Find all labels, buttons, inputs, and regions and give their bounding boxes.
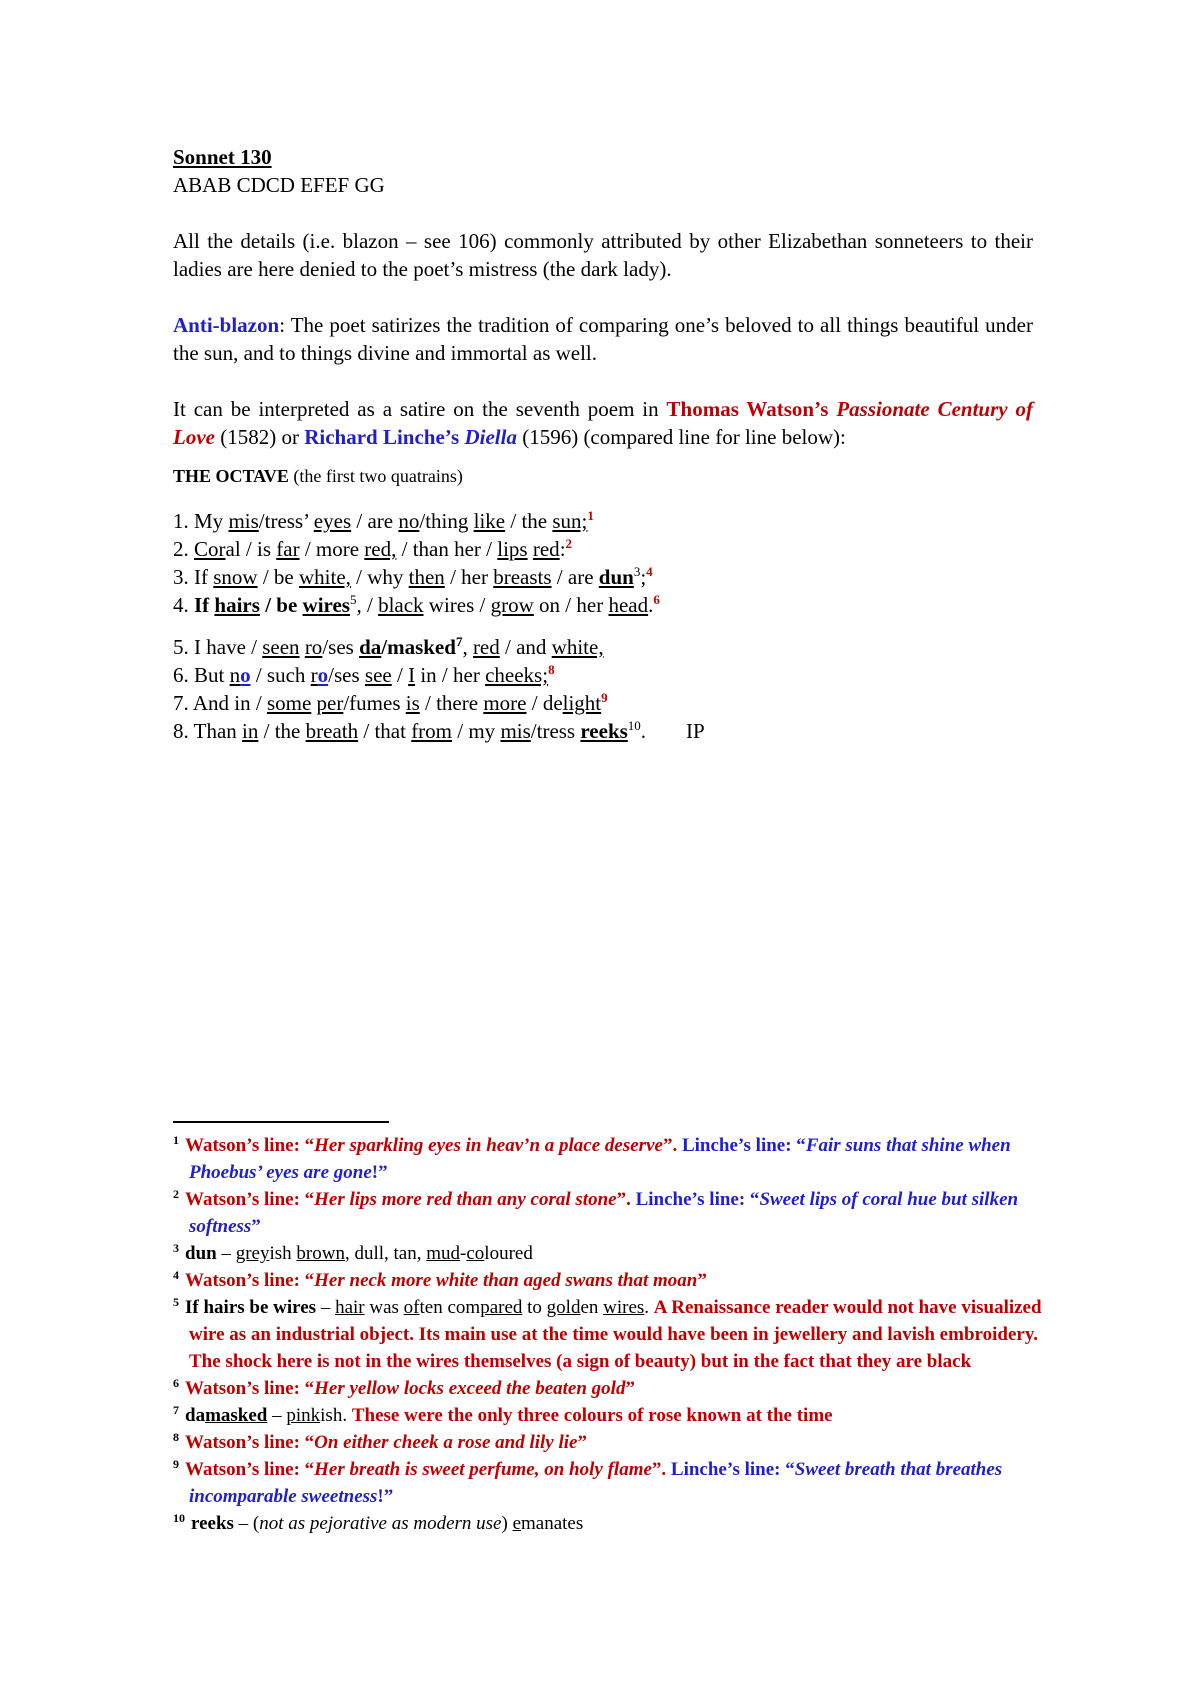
octave-subtitle: (the first two quatrains)	[288, 466, 463, 486]
text-span: breasts	[493, 565, 552, 589]
satire-text: (1582) or	[214, 425, 305, 449]
text-span: Watson’s line: “	[185, 1432, 315, 1453]
anti-blazon-term: Anti-blazon	[173, 313, 280, 337]
text-span: Her breath is sweet perfume, on holy flame	[314, 1459, 652, 1480]
text-span: 4	[173, 1267, 179, 1282]
text-span: pink	[286, 1405, 321, 1426]
initials: IP	[686, 719, 705, 743]
text-span: al / is	[225, 537, 277, 561]
text-span: / that	[358, 719, 412, 743]
text-span: red	[472, 635, 500, 659]
footnote	[173, 1429, 1043, 1456]
text-span: /ses	[328, 663, 365, 687]
satire-paragraph	[173, 395, 1033, 451]
text-span: lips	[497, 537, 528, 561]
text-span: I	[408, 663, 416, 687]
octave-title: THE OCTAVE	[173, 466, 289, 486]
text-span: 3. If	[173, 565, 214, 589]
text-span: Her neck more white than aged swans that moan	[314, 1270, 698, 1291]
text-span: r	[310, 663, 318, 687]
text-span: , dull, tan,	[344, 1243, 427, 1264]
watson-work: Passionate Century of Love	[173, 397, 1033, 449]
text-span: da	[359, 635, 382, 659]
footnote-ref: 10	[627, 718, 641, 733]
text-span: o	[317, 663, 329, 687]
footnote-ref: 5	[349, 592, 357, 607]
footnote-separator	[173, 1121, 389, 1123]
text-span: Sweet breath that breathes incomparable sweetness	[189, 1459, 1003, 1507]
footnote	[173, 1456, 1043, 1510]
text-span: / my	[452, 719, 501, 743]
text-span: gold	[546, 1297, 581, 1318]
poem-line	[173, 507, 1033, 535]
text-span: / be	[259, 593, 303, 617]
text-span: eyes	[313, 509, 352, 533]
spacer	[173, 451, 1033, 463]
text-span: / are	[551, 565, 599, 589]
text-span: grey	[235, 1243, 270, 1264]
text-span: 2	[173, 1186, 179, 1201]
footnote-ref: 9	[601, 690, 608, 705]
footnotes	[173, 1132, 1043, 1537]
text-span: Watson’s line: “	[185, 1270, 315, 1291]
text-span: 4.	[173, 593, 194, 617]
text-span: -	[460, 1243, 467, 1264]
text-span: / why	[350, 565, 409, 589]
text-span: /tress’	[258, 509, 314, 533]
footnote-ref: 6	[653, 592, 660, 607]
text-span: en	[580, 1297, 604, 1318]
text-span: / be	[257, 565, 299, 589]
text-span: ”	[697, 1270, 707, 1291]
text-span: sun;	[552, 509, 588, 533]
text-span: reeks	[580, 719, 628, 743]
text-span: see	[364, 663, 392, 687]
text-span: loured	[484, 1243, 533, 1264]
text-span: 5	[173, 1294, 179, 1309]
text-span: 3	[173, 1240, 179, 1255]
text-span: !”	[377, 1486, 394, 1507]
text-span: –	[267, 1405, 287, 1426]
text-span: ish	[269, 1243, 297, 1264]
text-span: !”	[371, 1162, 388, 1183]
text-span: light	[562, 691, 602, 715]
text-span: snow	[213, 565, 258, 589]
text-span: / such	[250, 663, 311, 687]
text-span: reeks	[191, 1513, 234, 1534]
text-span: n	[229, 663, 241, 687]
text-span: white,	[299, 565, 351, 589]
poem-line	[173, 661, 1033, 689]
text-span: ”	[625, 1378, 635, 1399]
poem-line	[173, 591, 1033, 619]
text-span: co	[466, 1243, 485, 1264]
text-span: ish.	[320, 1405, 352, 1426]
text-span: head	[608, 593, 649, 617]
text-span: ten com	[419, 1297, 481, 1318]
text-span: 8	[173, 1429, 179, 1444]
text-span: /tress	[530, 719, 581, 743]
text-span: in / her	[415, 663, 486, 687]
text-span: 7	[173, 1402, 179, 1417]
text-span: ro	[304, 635, 323, 659]
text-span: 6	[173, 1375, 179, 1390]
text-span: grow	[490, 593, 534, 617]
watson-name: Thomas Watson’s	[666, 397, 837, 421]
text-span: pared	[480, 1297, 523, 1318]
text-span: :	[559, 537, 566, 561]
text-span: 1. My	[173, 509, 229, 533]
text-span: was	[364, 1297, 404, 1318]
text-span: /fumes	[343, 691, 406, 715]
text-span: .	[648, 593, 654, 617]
text-span: Watson’s line: “	[185, 1135, 315, 1156]
footnote	[173, 1294, 1043, 1375]
footnote-ref: 4	[646, 564, 653, 579]
text-span: hair	[335, 1297, 365, 1318]
text-span: A Renaissance reader would not have visualized wire as an industrial object. Its main use at the time would have been in jewellery and lavish embroidery. The shock here is not in the wires themselves (a sign of beauty) but in the fact that they are black	[189, 1297, 1042, 1372]
poem-line	[173, 689, 1033, 717]
footnote-ref: 2	[565, 536, 573, 551]
text-span: / and	[499, 635, 552, 659]
footnote-ref: 8	[548, 662, 555, 677]
text-span: )	[501, 1513, 513, 1534]
satire-text: It can be interpreted as a satire on the seventh poem in	[173, 397, 667, 421]
text-span: ”.	[662, 1135, 682, 1156]
page-title	[173, 143, 1033, 171]
text-span: manates	[521, 1513, 584, 1534]
text-span: Her sparkling eyes in heav’n a place deserve	[314, 1135, 663, 1156]
anti-blazon-text: : The poet satirizes the tradition of comparing one’s beloved to all things beautiful under the sun, and to things divine and immortal as well.	[173, 313, 1033, 365]
footnote-ref: 7	[455, 634, 463, 649]
text-span: Linche’s line: “	[635, 1189, 760, 1210]
text-span: dun	[598, 565, 634, 589]
text-span: wires	[603, 1297, 645, 1318]
text-span: 2.	[173, 537, 194, 561]
text-span: wires /	[423, 593, 491, 617]
text-span: in	[242, 719, 259, 743]
text-span: Linche’s line: “	[670, 1459, 795, 1480]
rhyme-scheme: ABAB CDCD EFEF GG	[173, 173, 385, 197]
text-span: / her	[444, 565, 494, 589]
text-span: some	[266, 691, 312, 715]
footnote-ref: 3	[633, 564, 641, 579]
text-span: mis	[500, 719, 531, 743]
text-span: Sweet lips of coral hue but silken softness	[189, 1189, 1019, 1237]
text-span: / more	[299, 537, 365, 561]
text-span: , /	[356, 593, 379, 617]
footnote	[173, 1402, 1043, 1429]
text-span: da	[185, 1405, 206, 1426]
text-span: .	[644, 1297, 654, 1318]
text-span: like	[473, 509, 506, 533]
text-span: ”.	[651, 1459, 671, 1480]
text-span: If hairs be wires	[185, 1297, 317, 1318]
spacer	[173, 199, 1033, 227]
footnote	[173, 1375, 1043, 1402]
text-span: Her lips more red than any coral stone	[314, 1189, 617, 1210]
text-span: / there	[419, 691, 484, 715]
text-span: red	[532, 537, 560, 561]
text-span: Linche’s line: “	[681, 1135, 806, 1156]
spacer	[173, 367, 1033, 395]
text-span: ;	[640, 565, 647, 589]
footnote	[173, 1132, 1043, 1186]
text-span: Watson’s line: “	[185, 1459, 315, 1480]
text-span: 9	[173, 1456, 179, 1471]
footnote	[173, 1240, 1043, 1267]
main-text	[173, 143, 1033, 745]
title-text: Sonnet 130	[173, 145, 272, 169]
spacer	[173, 619, 1033, 633]
text-span: is	[405, 691, 420, 715]
text-span: 1	[173, 1132, 179, 1147]
text-span: Watson’s line: “	[185, 1378, 315, 1399]
satire-text: (1596) (compared line for line below):	[516, 425, 846, 449]
text-span: of	[403, 1297, 420, 1318]
poem-line	[173, 563, 1033, 591]
text-span: 7. And in /	[173, 691, 267, 715]
text-span: 8. Than	[173, 719, 243, 743]
text-span: then	[408, 565, 445, 589]
text-span: / are	[351, 509, 399, 533]
text-span: /thing	[419, 509, 474, 533]
text-span: / than her /	[396, 537, 498, 561]
text-span: e	[512, 1513, 521, 1534]
text-span: – (	[233, 1513, 260, 1534]
octave-heading	[173, 463, 1033, 489]
text-span: Cor	[194, 537, 226, 561]
text-span: –	[316, 1297, 336, 1318]
text-span: dun	[185, 1243, 217, 1264]
text-span: black	[378, 593, 424, 617]
text-span: masked	[205, 1405, 268, 1426]
text-span: –	[216, 1243, 236, 1264]
text-span: seen	[262, 635, 300, 659]
text-span: per	[316, 691, 344, 715]
text-span: cheeks;	[485, 663, 549, 687]
text-span: hairs	[214, 593, 260, 617]
text-span: mis	[228, 509, 259, 533]
anti-blazon-paragraph	[173, 311, 1033, 367]
text-span: /ses	[322, 635, 360, 659]
spacer	[173, 283, 1033, 311]
text-span: ”	[577, 1432, 587, 1453]
text-span: / the	[258, 719, 306, 743]
text-span: not as pejorative as modern use	[259, 1513, 502, 1534]
text-span: red,	[364, 537, 397, 561]
text-span: o	[240, 663, 251, 687]
text-span: on / her	[533, 593, 609, 617]
spacer	[173, 489, 1033, 507]
text-span: breath	[305, 719, 359, 743]
text-span: / de	[526, 691, 563, 715]
text-span: white,	[551, 635, 604, 659]
text-span: from	[411, 719, 453, 743]
poem-line	[173, 633, 1033, 661]
text-span: far	[276, 537, 300, 561]
intro-paragraph: All the details (i.e. blazon – see 106) commonly attributed by other Elizabethan sonneteers to their ladies are here denied to the poet’s mistress (the dark lady).	[173, 229, 1033, 281]
footnote	[173, 1186, 1043, 1240]
text-span: more	[483, 691, 527, 715]
text-span: mud	[426, 1243, 461, 1264]
text-span: 10	[173, 1510, 185, 1525]
text-span: 5. I have /	[173, 635, 263, 659]
text-span: wires	[302, 593, 350, 617]
text-span: Fair suns that shine when Phoebus’ eyes are gone	[189, 1135, 1011, 1183]
text-span: ”	[251, 1216, 261, 1237]
text-span: 6. But	[173, 663, 230, 687]
text-span: Her yellow locks exceed the beaten gold	[314, 1378, 626, 1399]
text-span: ”.	[616, 1189, 636, 1210]
poem-line	[173, 535, 1033, 563]
text-span: ,	[462, 635, 473, 659]
linche-work: Diella	[464, 425, 517, 449]
footnote	[173, 1510, 1043, 1537]
text-span: no	[398, 509, 420, 533]
text-span: to	[522, 1297, 547, 1318]
text-span: If	[194, 593, 215, 617]
text-span: Watson’s line: “	[185, 1189, 315, 1210]
footnote	[173, 1267, 1043, 1294]
text-span: /masked	[381, 635, 456, 659]
text-span: /	[391, 663, 409, 687]
footnote-ref: 1	[587, 508, 594, 523]
linche-name: Richard Linche’s	[304, 425, 465, 449]
text-span: .	[640, 719, 647, 743]
text-span: On either cheek a rose and lily lie	[314, 1432, 578, 1453]
text-span: / the	[505, 509, 553, 533]
text-span: brown	[296, 1243, 345, 1264]
text-span: These were the only three colours of rose known at the time	[351, 1405, 833, 1426]
poem-line	[173, 717, 1033, 745]
